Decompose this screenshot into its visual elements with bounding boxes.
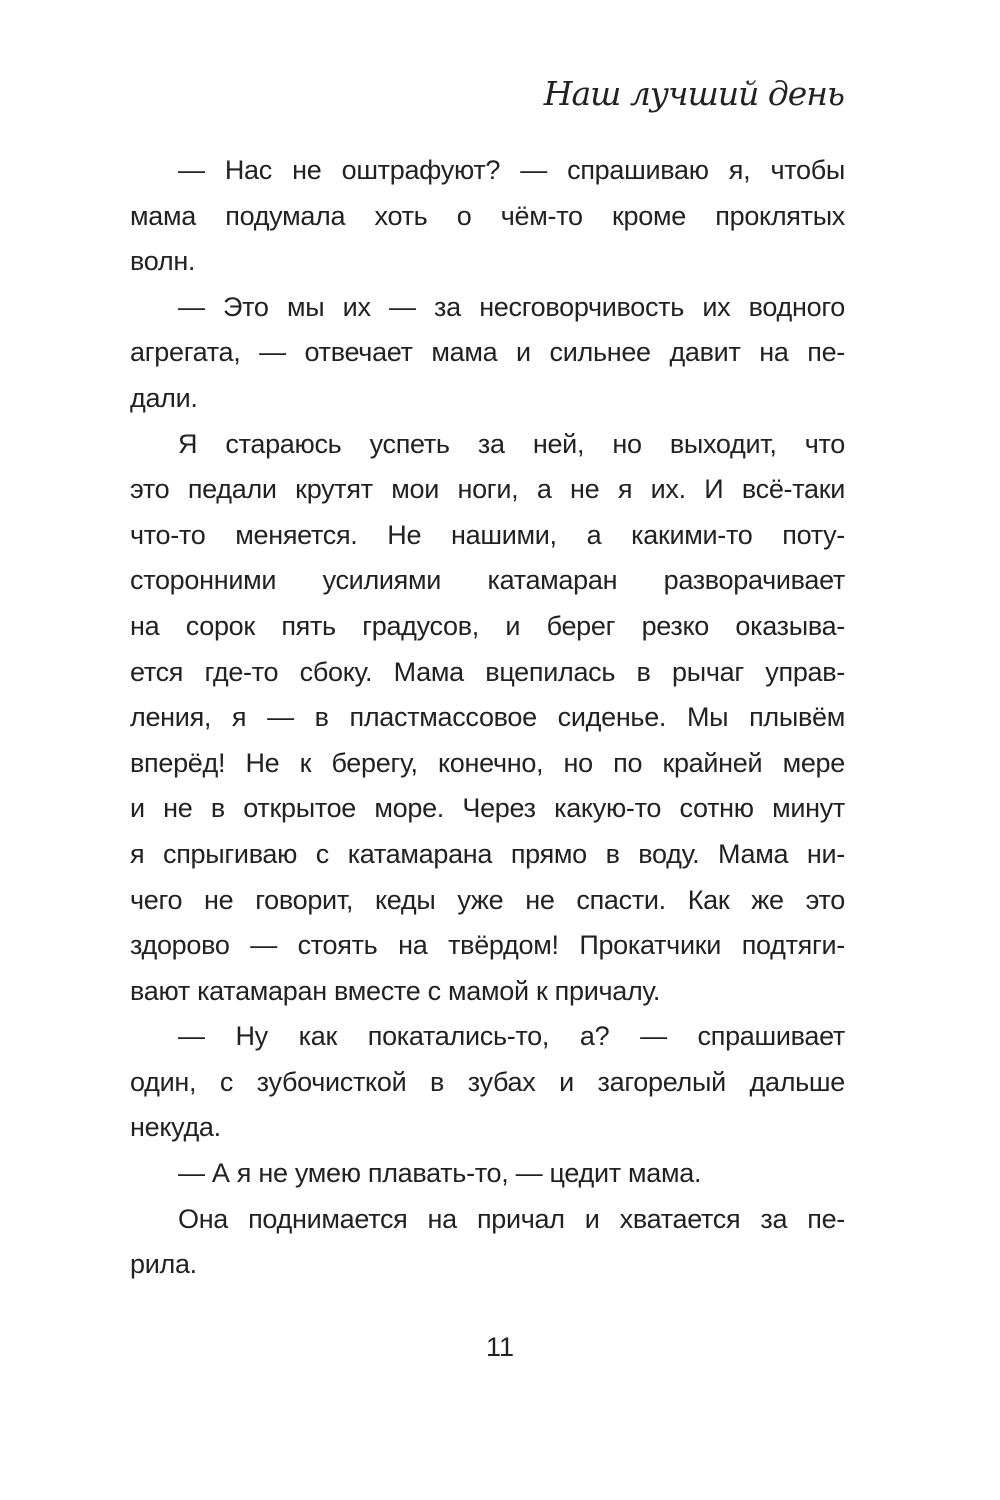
text-line: Я стараюсь успеть за ней, но выходит, что [178, 428, 845, 459]
text-line: что-то меняется. Не нашими, а какими-то поту- [130, 519, 845, 550]
text-line: агрегата, — отвечает мама и сильнее давит на пе- [130, 337, 845, 368]
text-line: это педали крутят мои ноги, а не я их. И всё-таки [130, 474, 845, 505]
text-line: — Нас не оштрафуют? — спрашиваю я, чтобы [178, 155, 845, 185]
paragraph [130, 1151, 845, 1197]
text-line: один, с зубочисткой в зубах и загорелый дальше [130, 1066, 845, 1097]
text-line: — Это мы их — за несговорчивость их водного [178, 291, 845, 322]
paragraph [130, 1197, 845, 1288]
text-line: вперёд! Не к берегу, конечно, но по крайней мере [130, 747, 845, 778]
text-line: на сорок пять градусов, и берег резко оказыва- [130, 610, 845, 641]
text-line: дали. [130, 382, 198, 413]
text-line: волн. [130, 246, 196, 277]
text-line: вают катамаран вместе с мамой к причалу. [130, 975, 661, 1006]
paragraph [130, 285, 845, 422]
text-line: рила. [130, 1249, 197, 1280]
text-line: Она поднимается на причал и хватается за пе- [178, 1203, 845, 1234]
text-line: сторонними усилиями катамаран разворачивает [130, 565, 845, 596]
text-line: ления, я — в пластмассовое сиденье. Мы плывём [130, 702, 845, 733]
text-line: некуда. [130, 1112, 221, 1143]
paragraph [130, 148, 845, 285]
paragraph [130, 1014, 845, 1151]
page-number: 11 [485, 1332, 515, 1362]
text-line: ется где-то сбоку. Мама вцепилась в рычаг управ- [130, 656, 845, 687]
body-text [130, 148, 845, 1288]
text-line: и не в открытое море. Через какую-то сотню минут [130, 793, 845, 824]
paragraph [130, 422, 845, 1015]
text-line: здорово — стоять на твёрдом! Прокатчики подтяги- [130, 930, 845, 961]
running-head: Наш лучший день [543, 74, 844, 113]
text-line: я спрыгиваю с катамарана прямо в воду. Мама ни- [130, 838, 845, 869]
text-line: чего не говорит, кеды уже не спасти. Как же это [130, 884, 845, 915]
text-line: мама подумала хоть о чём-то кроме проклятых [130, 200, 845, 231]
text-line: — Ну как покатались-то, а? — спрашивает [178, 1021, 845, 1052]
text-line: — А я не умею плавать-то, — цедит мама. [178, 1158, 702, 1189]
